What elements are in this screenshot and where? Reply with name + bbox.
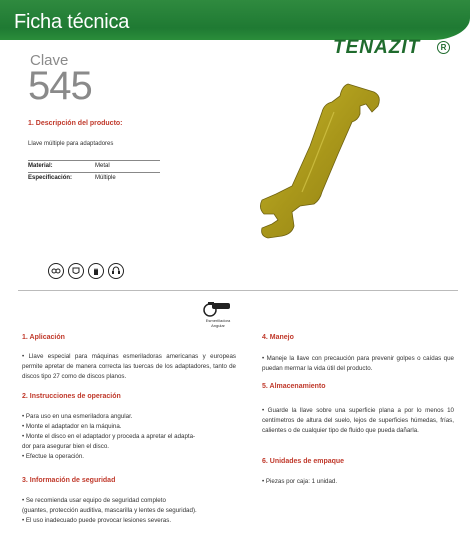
section-divider — [18, 290, 458, 291]
tool-label: Esmerilladora Angular — [205, 318, 231, 328]
packaging-title: 6. Unidades de empaque — [262, 458, 345, 465]
spec-divider — [28, 172, 160, 173]
packaging-text: • Piezas por caja: 1 unidad. — [262, 478, 338, 485]
registered-mark: R — [437, 41, 450, 54]
eye-protection-icon — [48, 263, 64, 279]
brand-logo: TENAZIT — [333, 37, 421, 58]
description-text: Llave múltiple para adaptadores — [28, 141, 114, 147]
face-shield-icon — [68, 263, 84, 279]
handling-text: • Maneje la llave con precaución para prevenir golpes o caídas que puedan mermar la vida útil del producto. — [262, 355, 454, 372]
application-text: • Llave especial para máquinas esmeriladoras americanas y europeas permite apretar de manera correcta las tuercas de los adaptadores, tanto de discos tipo 27 como de discos planos. — [22, 353, 236, 380]
spec-specification-value: Múltiple — [95, 175, 116, 181]
ear-protection-icon — [108, 263, 124, 279]
product-number: 545 — [28, 64, 92, 108]
operation-text: • Para uso en una esmeriladora angular. • Monte el adaptador en la máquina. • Monte el disco en el adaptador y proceda a apretar el adapta- dor para asegurar bien el disco. • Efectue la operación. — [22, 413, 196, 460]
spec-material-label: Material: — [28, 163, 53, 169]
document-title: Ficha técnica — [14, 11, 130, 33]
gloves-icon — [88, 263, 104, 279]
storage-title: 5. Almacenamiento — [262, 383, 326, 390]
operation-title: 2. Instrucciones de operación — [22, 393, 121, 400]
spec-divider — [28, 160, 160, 161]
safety-text: • Se recomienda usar equipo de seguridad completo (guantes, protección auditiva, mascarilla y lentes de seguridad). • El uso inadecuado puede provocar lesiones severas. — [22, 497, 197, 524]
angle-grinder-icon — [202, 298, 234, 318]
handling-title: 4. Manejo — [262, 334, 294, 341]
safety-title: 3. Información de seguridad — [22, 477, 116, 484]
spec-material-value: Metal — [95, 163, 110, 169]
spec-specification-label: Especificación: — [28, 175, 73, 181]
wrench-image — [248, 82, 388, 252]
product-type: Clave — [30, 52, 69, 69]
application-title: 1. Aplicación — [22, 334, 65, 341]
ppe-icons — [48, 263, 124, 279]
description-title: 1. Descripción del producto: — [28, 120, 123, 127]
storage-text: • Guarde la llave sobre una superficie plana a por lo menos 10 centímetros de altura del suelo, lejos de superficies húmedas, frías, calientes o de cualquier tipo de fluido que pueda dañarla. — [262, 407, 454, 434]
